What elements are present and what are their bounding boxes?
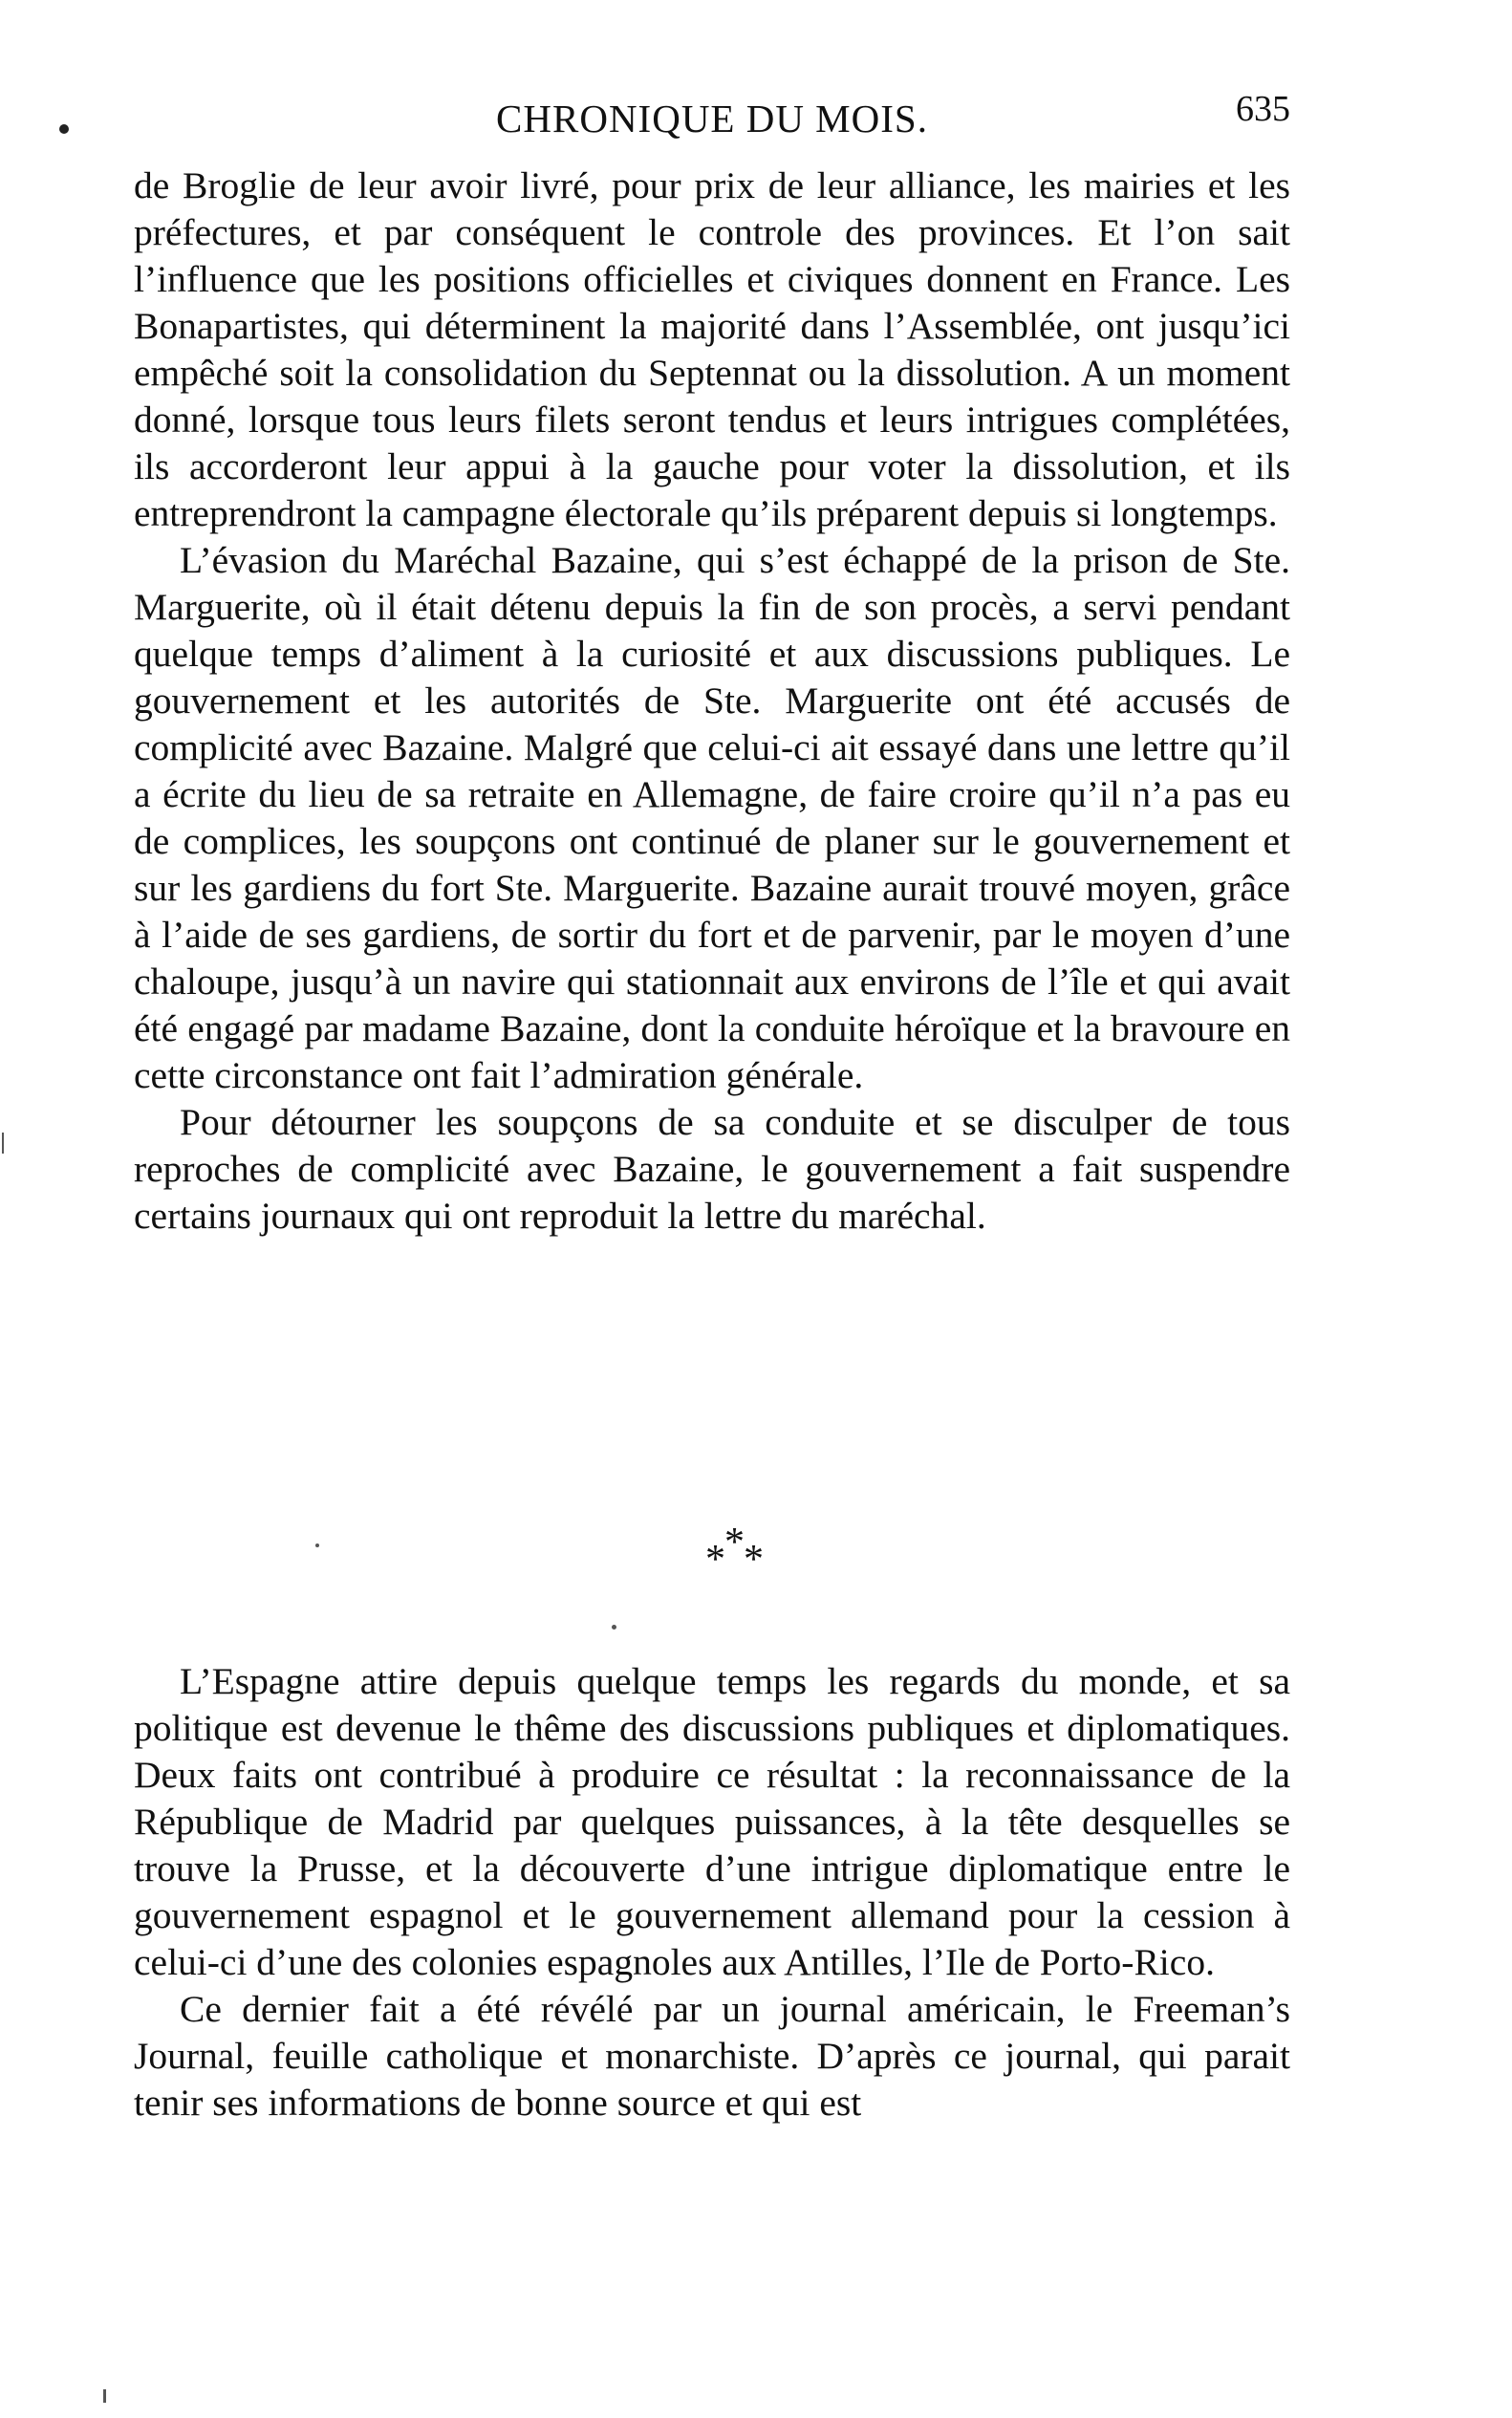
text-block-bottom [134,1658,1290,2127]
asterisk-top: * [724,1521,745,1565]
paragraph-broglie: de Broglie de leur avoir livré, pour prix de leur alliance, les mairies et les préfectures, et par conséquent le controle des provinces. Et l’on sait l’influence que les positions officielles et civiques donnent en France. Les Bonapartistes, qui déterminent la majorité dans l’Assemblée, ont jusqu’ici empêché soit la consolidation du Septennat ou la dissolution. A un moment donné, lorsque tous leurs filets seront tendus et leurs intrigues complétées, ils accorderont leur appui à la gauche pour voter la dissolution, et ils entreprendront la campagne électorale qu’ils préparent depuis si longtemps. [134,164,1290,534]
asterisk-right: * [744,1538,764,1582]
paragraph-suspension: Pour détourner les soupçons de sa conduite et se disculper de tous reproches de complicité avec Bazaine, le gouvernement a fait suspendre certains journaux qui ont reproduit la lettre du maréchal. [134,1101,1290,1237]
margin-dot [59,124,69,134]
text-block-top [134,162,1290,1240]
print-speck [2,1133,4,1154]
asterisk-left: * [705,1538,725,1582]
page-number: 635 [1236,89,1290,129]
running-title: CHRONIQUE DU MOIS. [496,97,928,140]
page-header [134,88,1290,155]
print-speck [315,1544,319,1547]
section-asterism [688,1520,784,1587]
paragraph-espagne: L’Espagne attire depuis quelque temps les regards du monde, et sa politique est devenue le thême des discussions publiques et diplomatiques. Deux faits ont contribué à produire ce résultat : la reconnaissance de la République de Madrid par quelques puissances, à la tête desquelles se trouve la Prusse, et la découverte d’une intrigue diplomatique entre le gouvernement espagnol et le gouvernement allemand pour la cession à celui-ci d’une des colonies espagnoles aux Antilles, l’Ile de Porto-Rico. [134,1660,1290,1983]
paragraph-freemans-journal: Ce dernier fait a été révélé par un journal américain, le Freeman’s Journal, feuille catholique et monarchiste. D’après ce journal, qui parait tenir ses informations de bonne source et qui est [134,1988,1290,2124]
paragraph-bazaine-escape: L’évasion du Maréchal Bazaine, qui s’est échappé de la prison de Ste. Marguerite, où il était détenu depuis la fin de son procès, a servi pendant quelque temps d’aliment à la curiosité et aux discussions publiques. Le gouvernement et les autorités de Ste. Marguerite ont été accusés de complicité avec Bazaine. Malgré que celui-ci ait essayé dans une lettre qu’il a écrite du lieu de sa retraite en Allemagne, de faire croire qu’il n’a pas eu de complices, les soupçons ont continué de planer sur le gouvernement et sur les gardiens du fort Ste. Marguerite. Bazaine aurait trouvé moyen, grâce à l’aide de ses gardiens, de sortir du fort et de parvenir, par le moyen d’une chaloupe, jusqu’à un navire qui stationnait aux environs de l’île et qui avait été engagé par madame Bazaine, dont la conduite héroïque et la bravoure en cette circonstance ont fait l’admiration générale. [134,539,1290,1096]
print-speck [103,2389,106,2403]
print-speck [612,1625,616,1630]
